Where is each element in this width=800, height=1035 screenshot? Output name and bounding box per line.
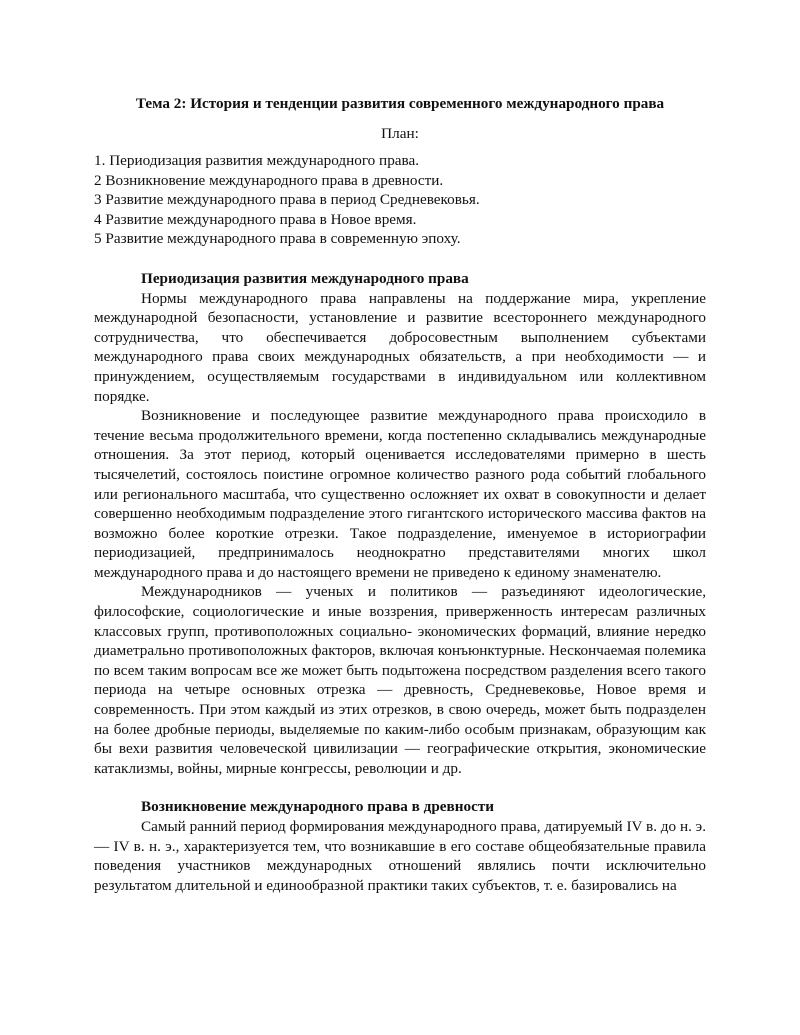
plan-item: 1. Периодизация развития международного права. — [94, 152, 420, 169]
plan-item: 4 Развитие международного права в Новое время. — [94, 210, 417, 228]
paragraph: Возникновение и последующее развитие международного права происходило в течение весьма продолжительного времени, когда постепенно складывались международные отношения. За этот период, который оценивается исследователями примерно в шесть тысячелетий, состоялось поистине огромное количество разного рода событий глобального или регионального масштаба, что существенно осложняет их охват в совокупности и делает совершенно необходимым подразделение этого гигантского исторического массива фактов на возможно более короткие отрезки. Такое подразделение, именуемое в историографии периодизацией, предпринималось неоднократно представителями многих школ международного права и до настоящего времени не приведено к единому знаменателю. — [94, 407, 706, 581]
section-heading: Периодизация развития международного права — [141, 269, 469, 287]
paragraph: Нормы международного права направлены на поддержание мира, укрепление международной безопасности, установление и развитие всестороннего международного сотрудничества, что обеспечивается добросовестным выполнением субъектами международного права своих международных обязательств, а при необходимости — и принуждением, осуществляемым государствами в индивидуальном или коллективном порядке. — [94, 289, 706, 405]
plan-item: 5 Развитие международного права в современную эпоху. — [94, 230, 461, 248]
plan-item: 3 Развитие международного права в период Средневековья. — [94, 191, 480, 209]
plan-item: 2 Возникновение международного права в древности. — [94, 171, 444, 189]
paragraph: Самый ранний период формирования международного права, датируемый IV в. до н. э. — IV в. н. э., характеризуется тем, что возникавшие в его составе общеобязательные правила поведения участников международных отношений являлись почти исключительно результатом длительной и единообразной практики таких субъектов, т. е. базировались на — [94, 818, 706, 894]
document-page — [94, 94, 706, 895]
plan-heading: План: — [381, 124, 419, 142]
section-periodization — [94, 269, 706, 778]
section-heading: Возникновение международного права в древности — [141, 798, 495, 816]
section-ancient-origins — [94, 797, 706, 895]
document-title: Тема 2: История и тенденции развития современного международного права — [135, 95, 665, 112]
plan-list — [94, 151, 706, 249]
paragraph: Международников — ученых и политиков — разъединяют идеологические, философские, социологические и иные воззрения, приверженность интересам различных классовых групп, противоположных социально- экономических формаций, влияние нередко диаметрально противоположных факторов, включая конъюнктурные. Нескончаемая полемика по всем таким вопросам все же может быть подытожена посредством разделения всего такого периода на четыре основных отрезка — древность, Средневековье, Новое время и современность. При этом каждый из этих отрезков, в свою очередь, может быть подразделен на более дробные периоды, выделяемые по каким-либо особым признакам, образующим как бы вехи развития человеческой цивилизации — географические открытия, экономические катаклизмы, войны, мирные конгрессы, революции и др. — [94, 583, 706, 777]
